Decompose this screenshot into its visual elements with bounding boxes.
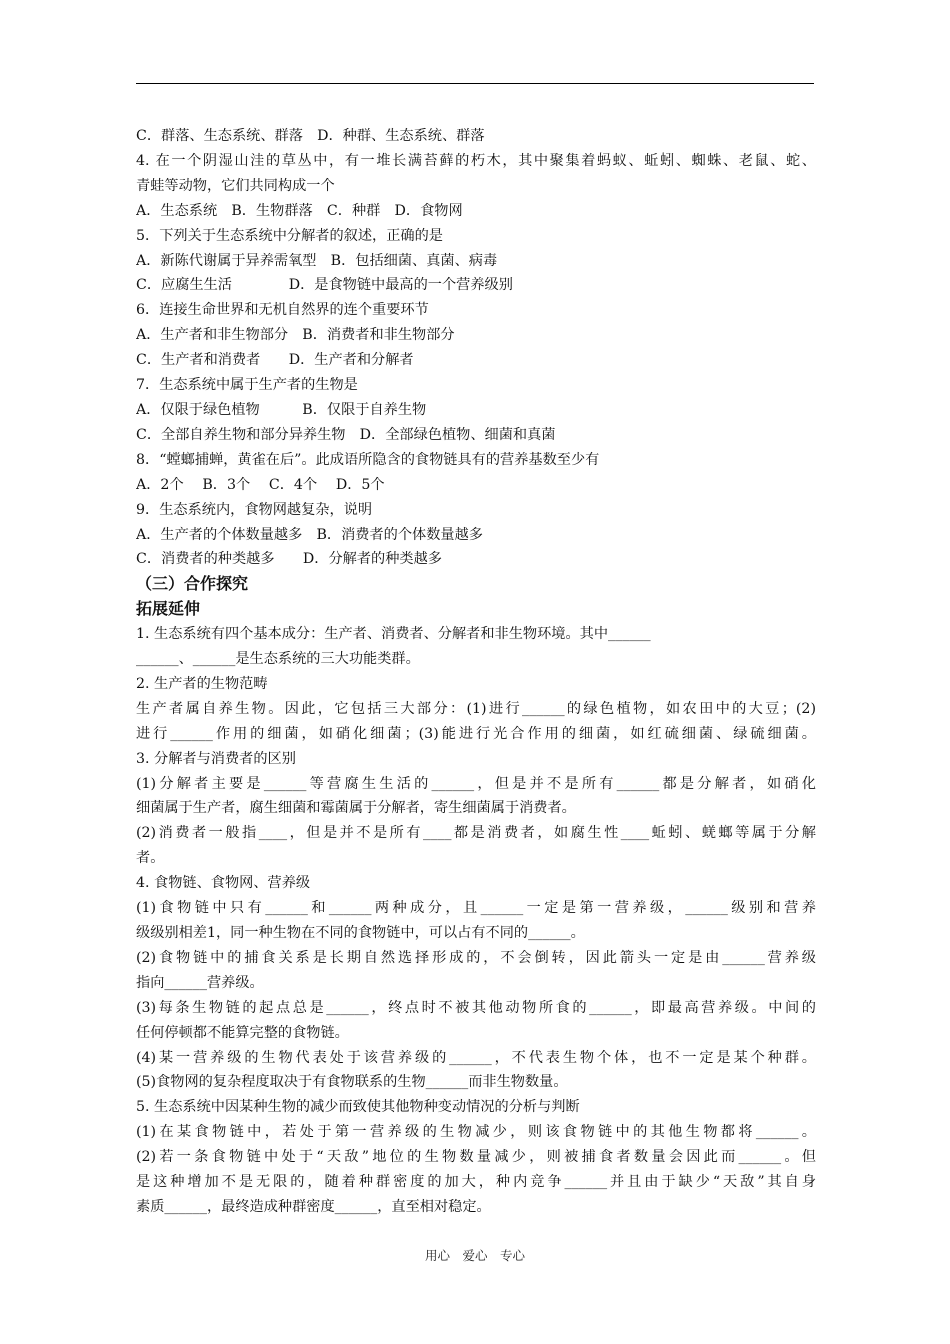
text-line: 素质______，最终造成种群密度______，直至相对稳定。 <box>136 1198 491 1215</box>
text-line: (3)每条生物链的起点总是______，终点时不被其他动物所食的______，即最高营养级。中间的 <box>136 999 816 1016</box>
page-footer: 用心 爱心 专心 <box>424 1248 525 1263</box>
text-line: C．全部自养生物和部分异养生物 D．全部绿色植物、细菌和真菌 <box>136 426 556 443</box>
text-line: A．新陈代谢属于异养需氧型 B．包括细菌、真菌、病毒 <box>136 252 498 269</box>
text-line: (1)食物链中只有______和______两种成分，且______一定是第一营养级，______级别和营养 <box>136 900 816 917</box>
text-line: 5. 生态系统中因某种生物的减少而致使其他物种变动情况的分析与判断 <box>136 1099 580 1116</box>
text-line: 4. 在一个阴湿山洼的草丛中，有一堆长满苔藓的朽木，其中聚集着蚂蚁、蚯蚓、蜘蛛、老鼠、蛇、 <box>136 152 816 169</box>
header-rule <box>136 83 814 84</box>
text-line: 4. 食物链、食物网、营养级 <box>136 875 311 892</box>
text-line: 是这种增加不是无限的，随着种群密度的加大，种内竞争______并且由于缺少“天敌”其自身 <box>136 1174 816 1191</box>
text-line: (2)食物链中的捕食关系是长期自然选择形成的，不会倒转，因此箭头一定是由______营养级 <box>136 949 816 966</box>
text-line: 青蛙等动物，它们共同构成一个 <box>136 177 335 194</box>
text-line: A．生产者和非生物部分 B．消费者和非生物部分 <box>136 327 455 344</box>
text-line: 7．生态系统中属于生产者的生物是 <box>136 377 358 394</box>
text-line: C．消费者的种类越多 D．分解者的种类越多 <box>136 551 442 568</box>
text-line: A．生产者的个体数量越多 B．消费者的个体数量越多 <box>136 526 483 543</box>
text-line: A．生态系统 B．生物群落 C．种群 D．食物网 <box>136 202 463 219</box>
section-heading: （三）合作探究 <box>136 574 249 594</box>
text-line: A．仅限于绿色植物 B．仅限于自养生物 <box>136 401 427 418</box>
text-line: 5．下列关于生态系统中分解者的叙述，正确的是 <box>136 227 443 244</box>
text-line: (1)在某食物链中，若处于第一营养级的生物减少，则该食物链中的其他生物都将______。 <box>136 1124 816 1141</box>
text-line: C．群落、生态系统、群落 D．种群、生态系统、群落 <box>136 128 485 144</box>
text-line: (4)某一营养级的生物代表处于该营养级的______，不代表生物个体，也不一定是某个种群。 <box>136 1049 816 1066</box>
text-line: 1. 生态系统有四个基本成分：生产者、消费者、分解者和非生物环境。其中______ <box>136 626 651 643</box>
extension-content <box>136 622 816 1220</box>
text-line: 级级别相差1，同一种生物在不同的食物链中，可以占有不同的______。 <box>136 925 585 941</box>
text-line: C．应腐生生活 D．是食物链中最高的一个营养级别 <box>136 277 513 294</box>
text-line: 8．“螳螂捕蝉，黄雀在后”。此成语所隐含的食物链具有的营养基数至少有 <box>136 451 600 468</box>
text-line: ______、______是生态系统的三大功能类群。 <box>136 651 420 668</box>
text-line: A．2个 B．3个 C．4个 D．5个 <box>136 476 385 493</box>
text-line: 6．连接生命世界和无机自然界的连个重要环节 <box>136 302 429 319</box>
text-line: 9．生态系统内，食物网越复杂，说明 <box>136 501 373 518</box>
document-body <box>136 124 816 1220</box>
text-line: 任何停顿都不能算完整的食物链。 <box>136 1024 349 1041</box>
text-line: (1)分解者主要是______等营腐生生活的______，但是并不是所有______都是分解者，如硝化 <box>136 775 816 792</box>
text-line: C．生产者和消费者 D．生产者和分解者 <box>136 352 414 369</box>
text-line: (2)若一条食物链中处于“天敌”地位的生物数量减少，则被捕食者数量会因此而______。但 <box>136 1149 816 1166</box>
text-line: 者。 <box>136 850 165 867</box>
text-line: 3. 分解者与消费者的区别 <box>136 750 296 767</box>
text-line: 进行______作用的细菌，如硝化细菌；(3)能进行光合作用的细菌，如红硫细菌、绿硫细菌。 <box>136 725 816 742</box>
text-line: 生产者属自养生物。因此，它包括三大部分：(1)进行______的绿色植物，如农田中的大豆；(2) <box>136 700 816 717</box>
text-line: 指向______营养级。 <box>136 974 264 991</box>
text-line: (2)消费者一般指____，但是并不是所有____都是消费者，如腐生性____蚯蚓、蜣螂等属于分解 <box>136 825 816 842</box>
question-list <box>136 124 816 572</box>
text-line: 2. 生产者的生物范畴 <box>136 675 268 692</box>
text-line: 细菌属于生产者，腐生细菌和霉菌属于分解者，寄生细菌属于消费者。 <box>136 800 576 817</box>
subsection-heading: 拓展延伸 <box>136 599 201 619</box>
text-line: (5)食物网的复杂程度取决于有食物联系的生物______而非生物数量。 <box>136 1074 568 1091</box>
